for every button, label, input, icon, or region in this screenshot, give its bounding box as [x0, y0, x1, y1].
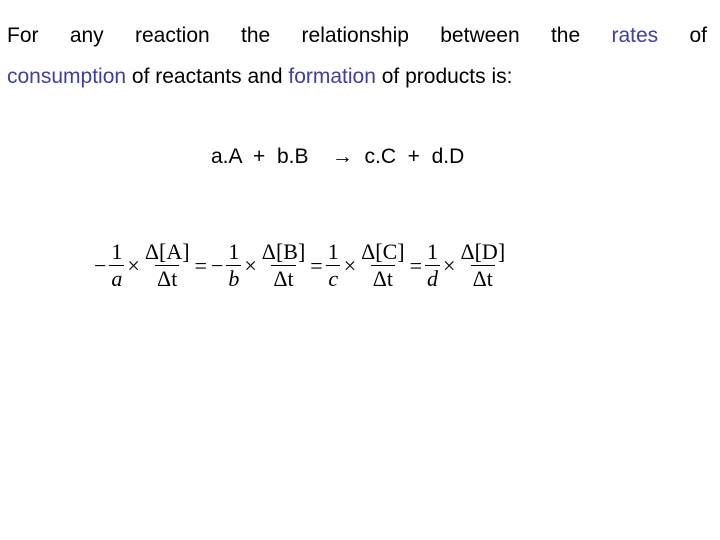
- equals-sign: =: [194, 252, 207, 278]
- equals-sign: =: [409, 252, 423, 278]
- numerator: 1: [327, 239, 339, 264]
- times-sign: ×: [343, 252, 357, 278]
- highlight-rates: rates: [611, 24, 659, 47]
- word: relationship: [301, 24, 409, 47]
- equals-sign: =: [310, 252, 323, 278]
- word: of: [689, 24, 707, 47]
- word: reaction: [134, 24, 210, 47]
- times-sign: ×: [127, 252, 140, 278]
- numerator: 1: [228, 239, 240, 264]
- denominator: d: [427, 266, 439, 291]
- word: any: [69, 24, 104, 47]
- numerator: 1: [111, 239, 123, 264]
- rate-equation: [92, 239, 508, 292]
- coefficient-fraction-c: [326, 239, 341, 292]
- intro-line-1: [7, 15, 707, 56]
- numerator: 1: [427, 239, 439, 264]
- intro-paragraph: [7, 15, 707, 97]
- highlight-consumption: consumption: [7, 65, 127, 88]
- coefficient-fraction-a: [109, 239, 124, 292]
- denominator: a: [111, 266, 123, 291]
- word: between: [440, 24, 520, 47]
- coefficient-fraction-d: [425, 239, 440, 292]
- denominator: Δt: [372, 266, 393, 291]
- minus-sign: −: [94, 252, 107, 278]
- coefficient-fraction-b: [226, 239, 241, 292]
- denominator: b: [228, 266, 240, 291]
- reaction-equation: a.A + b.B → c.C + d.D: [211, 145, 465, 168]
- highlight-formation: formation: [288, 65, 376, 88]
- times-sign: ×: [244, 252, 257, 278]
- times-sign: ×: [443, 252, 456, 278]
- word: the: [241, 24, 271, 47]
- denominator: Δt: [273, 266, 294, 291]
- delta-fraction-d: [458, 239, 507, 292]
- text-segment: of reactants and: [126, 65, 289, 88]
- delta-fraction-c: [359, 239, 406, 292]
- numerator: Δ[B]: [261, 239, 306, 264]
- denominator: Δt: [472, 266, 493, 291]
- numerator: Δ[D]: [460, 239, 506, 264]
- word: For: [7, 24, 39, 47]
- numerator: Δ[C]: [361, 239, 405, 264]
- text-segment: of products is:: [375, 65, 513, 88]
- minus-sign: −: [210, 252, 224, 278]
- denominator: c: [328, 266, 339, 291]
- delta-fraction-a: [143, 239, 192, 292]
- intro-line-2: [7, 56, 707, 97]
- delta-fraction-b: [260, 239, 307, 292]
- denominator: Δt: [157, 266, 178, 291]
- word: the: [550, 24, 581, 47]
- numerator: Δ[A]: [144, 239, 190, 264]
